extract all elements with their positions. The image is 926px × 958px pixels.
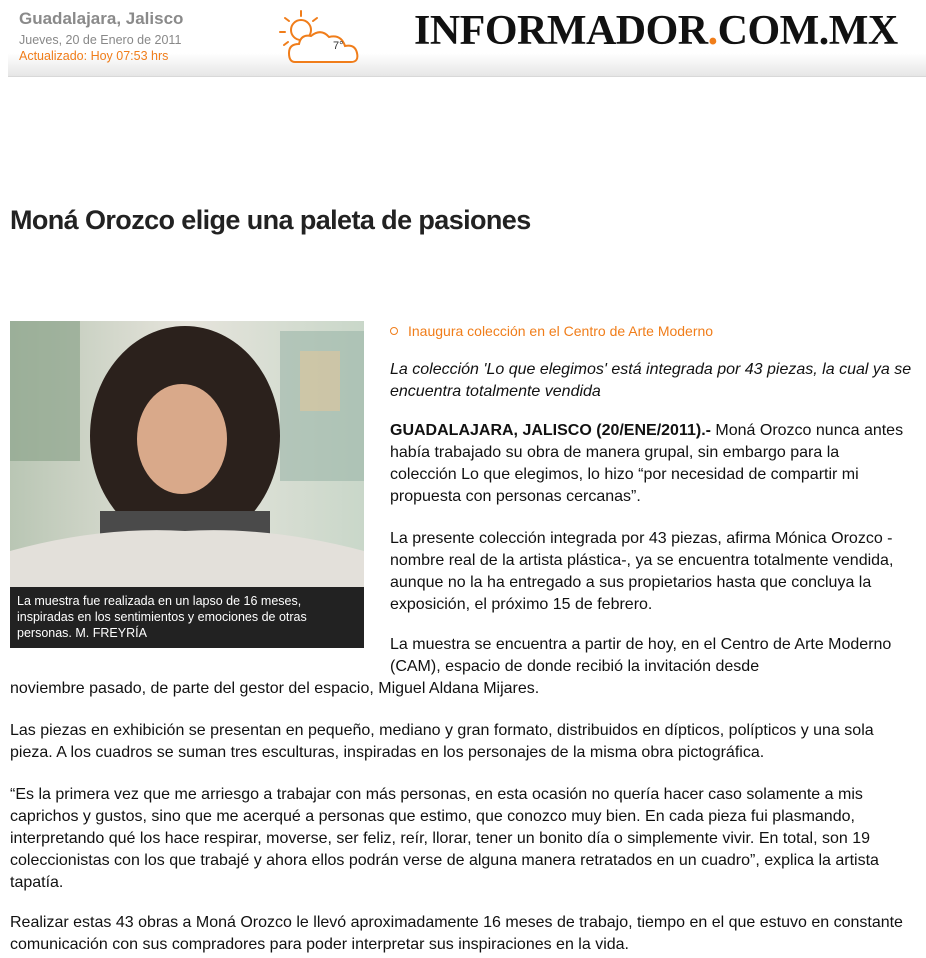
- bullet-icon: [390, 327, 398, 335]
- header-updated: Actualizado: Hoy 07:53 hrs: [19, 49, 169, 63]
- article-paragraph-4: Las piezas en exhibición se presentan en pequeño, mediano y gran formato, distribuidos en dípticos, polípticos y una sola pieza. A los cuadros se suman tres esculturas, inspiradas en los personajes de la misma obra pictográfica.: [10, 722, 874, 761]
- temperature-value: 7°: [333, 40, 344, 52]
- article-photo: [10, 321, 364, 587]
- paragraph-1-text: Moná Orozco nunca antes había trabajado su obra de manera grupal, sin embargo para la colección Lo que elegimos, lo hizo “por necesidad de compartir mi propuesta con personas cercanas”.: [390, 422, 904, 505]
- article-lead: La colección 'Lo que elegimos' está integrada por 43 piezas, la cual ya se encuentra totalmente vendida: [390, 361, 912, 400]
- site-logo[interactable]: [414, 10, 898, 52]
- site-header: [8, 0, 926, 77]
- article-paragraph-3-continued: noviembre pasado, de parte del gestor del espacio, Miguel Aldana Mijares.: [10, 680, 540, 697]
- dateline: GUADALAJARA, JALISCO (20/ENE/2011).-: [390, 422, 711, 439]
- logo-dot: .: [707, 8, 718, 54]
- article-paragraph-1: [390, 420, 910, 508]
- related-link[interactable]: [390, 323, 713, 339]
- logo-text-suffix: COM.MX: [717, 8, 898, 54]
- sun-cloud-icon: [267, 8, 359, 66]
- article-paragraph-2: La presente colección integrada por 43 piezas, afirma Mónica Orozco -nombre real de la artista plástica-, ya se encuentra totalmente vendida, aunque no la ha entregado a sus propietarios hasta que concluya la exposición, el próximo 15 de febrero.: [390, 530, 894, 613]
- article-paragraph-6: Realizar estas 43 obras a Moná Orozco le llevó aproximadamente 16 meses de trabajo, tiempo en el que estuvo en constante comunicación con sus compradores para poder interpretar sus inspiraciones en la vida.: [10, 914, 903, 953]
- logo-text-main: INFORMADOR: [414, 8, 708, 54]
- photo-caption: La muestra fue realizada en un lapso de 16 meses, inspiradas en los sentimientos y emociones de otras personas. M. FREYRÍA: [10, 587, 364, 648]
- header-city: Guadalajara, Jalisco: [19, 9, 184, 28]
- header-date: Jueves, 20 de Enero de 2011: [19, 33, 182, 47]
- article-paragraph-5: “Es la primera vez que me arriesgo a trabajar con más personas, en esta ocasión no quería hacer caso solamente a mis caprichos y gustos, sino que me acerqué a personas que estimo, que conozco muy bien. En cada pieza fui plasmando, interpretando qué los hace respirar, moverse, ser feliz, reír, llorar, tener un bonito día o simplemente vivir. En total, son 19 coleccionistas con los que trabajé y ahora ellos podrán verse de alguna manera retratados en un cuadro”, explica la artista tapatía.: [10, 786, 879, 891]
- related-link-text: Inaugura colección en el Centro de Arte Moderno: [408, 323, 714, 339]
- article-title: Moná Orozco elige una paleta de pasiones: [10, 205, 531, 235]
- article-paragraph-3: La muestra se encuentra a partir de hoy, en el Centro de Arte Moderno (CAM), espacio de donde recibió la invitación desde: [390, 636, 892, 675]
